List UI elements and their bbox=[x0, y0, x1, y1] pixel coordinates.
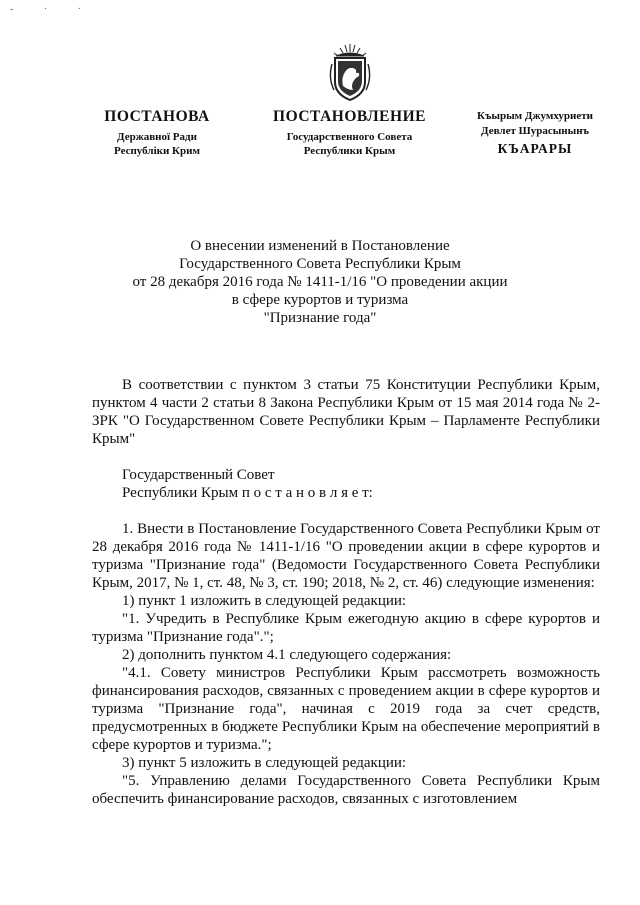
title-line: О внесении изменений в Постановление bbox=[190, 238, 450, 254]
paragraph: 1) пункт 1 изложить в следующей редакции: bbox=[122, 593, 407, 609]
header-russian bbox=[262, 108, 437, 158]
paragraph: "1. Учредить в Республике Крым ежегодную акцию в сфере курортов и туризма "Признание года"."; bbox=[92, 611, 600, 645]
paragraph: 2) дополнить пунктом 4.1 следующего содержания: bbox=[122, 647, 452, 663]
header-crimean-tatar-line2: Девлет Шурасынынъ bbox=[481, 125, 589, 137]
document-title bbox=[100, 237, 540, 327]
header-ukrainian bbox=[92, 108, 222, 158]
title-line: "Признание года" bbox=[263, 310, 377, 326]
scan-marks: - · · bbox=[10, 4, 95, 15]
header-ukrainian-line2: Республіки Крим bbox=[114, 145, 200, 157]
header-crimean-tatar bbox=[452, 109, 618, 158]
crimea-coat-of-arms-icon bbox=[326, 42, 374, 102]
title-line: в сфере курортов и туризма bbox=[231, 292, 409, 308]
document-body bbox=[92, 376, 600, 808]
header-crimean-tatar-title: КЪАРАРЫ bbox=[497, 141, 573, 156]
council-decree-line: Республики Крым п о с т а н о в л я е т: bbox=[122, 485, 373, 501]
preamble: В соответствии с пунктом 3 статьи 75 Конституции Республики Крым, пунктом 4 части 2 статьи 8 Закона Республики Крым от 15 мая 2014 года № 2-ЗРК "О Государственном Совете Республики Крым – Парламенте Республики Крым" bbox=[92, 377, 600, 447]
header-russian-line1: Государственного Совета bbox=[286, 131, 413, 143]
header-crimean-tatar-line1: Къырым Джумхуриети bbox=[477, 110, 593, 122]
paragraph: 3) пункт 5 изложить в следующей редакции: bbox=[122, 755, 407, 771]
header-ukrainian-title: ПОСТАНОВА bbox=[104, 108, 210, 125]
header-ukrainian-line1: Державної Ради bbox=[117, 131, 197, 143]
paragraph: "4.1. Совету министров Республики Крым рассмотреть возможность финансирования расходов, связанных с проведением акции в сфере курортов и туризма "Признание года", начиная с 2019 года за счет средств, предусмотренных в бюджете Республики Крым на обеспечение мероприятий в сфере курортов и туризма."; bbox=[92, 665, 600, 753]
header-russian-title: ПОСТАНОВЛЕНИЕ bbox=[273, 108, 426, 125]
paragraph: 1. Внести в Постановление Государственного Совета Республики Крым от 28 декабря 2016 года № 1411-1/16 "О проведении акции в сфере курортов и туризма "Признание года" (Ведомости Государственного Совета Республики Крым, 2017, № 1, ст. 48, № 3, ст. 190; 2018, № 2, ст. 46) следующие изменения: bbox=[92, 521, 600, 591]
header-russian-line2: Республики Крым bbox=[303, 145, 396, 157]
paragraph: "5. Управлению делами Государственного Совета Республики Крым обеспечить финансирование расходов, связанных с изготовлением bbox=[92, 773, 600, 807]
council-line: Государственный Совет bbox=[122, 467, 275, 483]
title-line: Государственного Совета Республики Крым bbox=[179, 256, 461, 272]
title-line: от 28 декабря 2016 года № 1411-1/16 "О проведении акции bbox=[132, 274, 508, 290]
